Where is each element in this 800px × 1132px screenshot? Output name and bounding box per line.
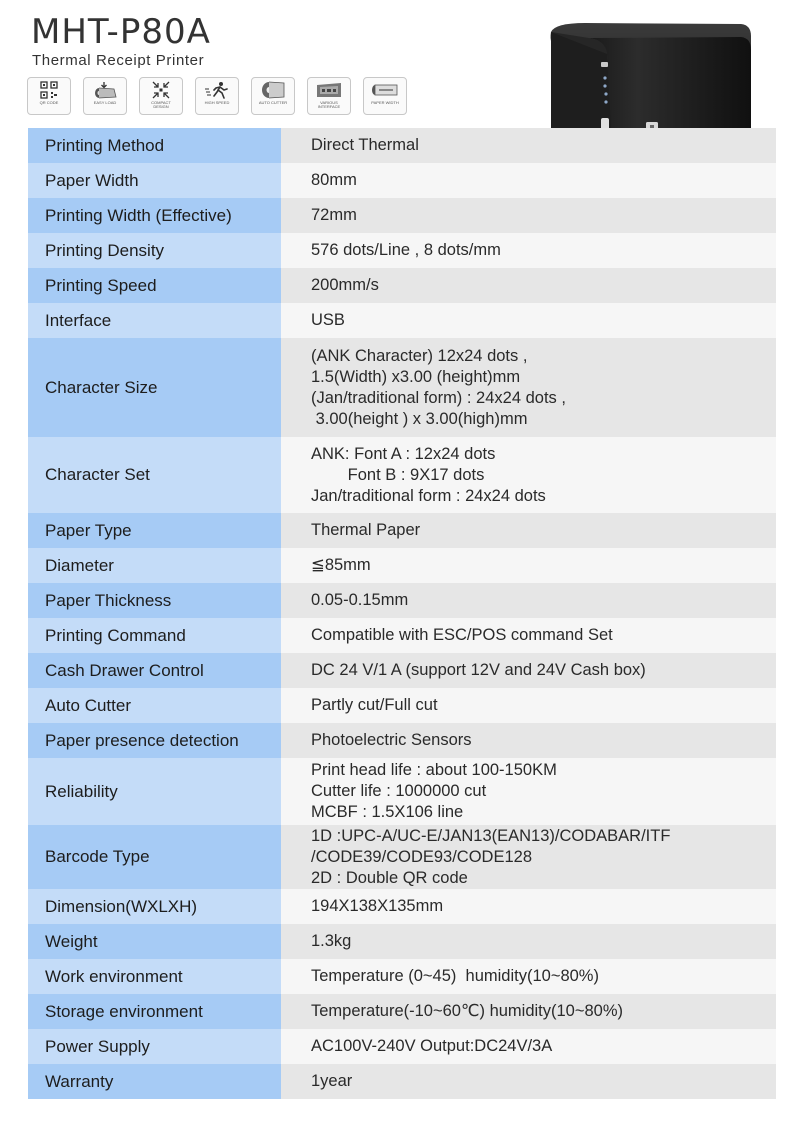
spec-value bbox=[281, 233, 776, 268]
spec-row bbox=[28, 653, 776, 688]
interface-icon bbox=[315, 81, 343, 99]
spec-value bbox=[281, 513, 776, 548]
spec-value bbox=[281, 889, 776, 924]
spec-row bbox=[28, 233, 776, 268]
spec-value-line: Photoelectric Sensors bbox=[311, 731, 472, 749]
spec-value-line: ≦85mm bbox=[311, 556, 371, 574]
spec-value-line: MCBF : 1.5X106 line bbox=[311, 803, 464, 821]
spec-value bbox=[281, 163, 776, 198]
spec-row bbox=[28, 1029, 776, 1064]
spec-label: Dimension(WXLXH) bbox=[28, 889, 281, 924]
spec-value bbox=[281, 959, 776, 994]
spec-label: Warranty bbox=[28, 1064, 281, 1099]
spec-value-line: Font B : 9X17 dots bbox=[311, 465, 485, 484]
spec-value bbox=[281, 723, 776, 758]
spec-row bbox=[28, 889, 776, 924]
feature-label: PAPER WIDTH bbox=[371, 100, 399, 105]
spec-value-line: /CODE39/CODE93/CODE128 bbox=[311, 847, 533, 866]
spec-value-line: Temperature(-10~60℃) humidity(10~80%) bbox=[311, 1002, 624, 1020]
spec-label: Work environment bbox=[28, 959, 281, 994]
spec-value bbox=[281, 437, 776, 513]
spec-row bbox=[28, 513, 776, 548]
spec-value-line: Temperature (0~45) humidity(10~80%) bbox=[311, 967, 599, 985]
spec-value-line: (Jan/traditional form) : 24x24 dots , bbox=[311, 388, 566, 407]
spec-row bbox=[28, 268, 776, 303]
spec-value bbox=[281, 688, 776, 723]
spec-label: Paper Width bbox=[28, 163, 281, 198]
spec-value-line: 576 dots/Line , 8 dots/mm bbox=[311, 241, 501, 259]
spec-value bbox=[281, 758, 776, 825]
spec-label: Printing Speed bbox=[28, 268, 281, 303]
spec-row bbox=[28, 1064, 776, 1099]
spec-value bbox=[281, 583, 776, 618]
spec-row bbox=[28, 758, 776, 825]
spec-label: Printing Method bbox=[28, 128, 281, 163]
spec-row bbox=[28, 163, 776, 198]
spec-row bbox=[28, 437, 776, 513]
spec-value-line: 1.3kg bbox=[311, 932, 352, 950]
spec-label: Barcode Type bbox=[28, 825, 281, 889]
spec-value-line: 3.00(height ) x 3.00(high)mm bbox=[311, 409, 528, 428]
spec-label: Paper presence detection bbox=[28, 723, 281, 758]
spec-value-line: 200mm/s bbox=[311, 276, 379, 294]
spec-row bbox=[28, 723, 776, 758]
spec-value-line: (ANK Character) 12x24 dots , bbox=[311, 346, 528, 365]
spec-value-line: Direct Thermal bbox=[311, 136, 419, 154]
spec-value bbox=[281, 1064, 776, 1099]
feature-label: AUTO CUTTER bbox=[258, 100, 288, 105]
feature-label: VARIOUS INTERFACE bbox=[317, 100, 341, 109]
spec-label: Reliability bbox=[28, 758, 281, 825]
feature-label: COMPACT DESIGN bbox=[151, 100, 171, 109]
spec-row bbox=[28, 583, 776, 618]
spec-row bbox=[28, 303, 776, 338]
spec-value-line: DC 24 V/1 A (support 12V and 24V Cash box) bbox=[311, 661, 646, 679]
spec-value-line: Jan/traditional form : 24x24 dots bbox=[311, 486, 546, 505]
spec-value-line: ANK: Font A : 12x24 dots bbox=[311, 444, 496, 463]
spec-row bbox=[28, 128, 776, 163]
feature-auto-cutter bbox=[251, 77, 295, 115]
spec-value-line: Partly cut/Full cut bbox=[311, 696, 438, 714]
spec-value-line: 1year bbox=[311, 1072, 353, 1090]
feature-label: HIGH SPEED bbox=[204, 100, 230, 105]
spec-value-line: 72mm bbox=[311, 206, 357, 224]
cutter-icon bbox=[260, 81, 286, 99]
feature-high-speed bbox=[195, 77, 239, 115]
spec-value-line: 194X138X135mm bbox=[311, 897, 444, 915]
spec-value bbox=[281, 1029, 776, 1064]
spec-value bbox=[281, 268, 776, 303]
spec-label: Weight bbox=[28, 924, 281, 959]
page-subtitle: Thermal Receipt Printer bbox=[32, 52, 205, 69]
spec-value bbox=[281, 198, 776, 233]
spec-value-line: 80mm bbox=[311, 171, 357, 189]
spec-value-line: Print head life : about 100-150KM bbox=[311, 761, 557, 779]
spec-value bbox=[281, 653, 776, 688]
spec-value-line: 1D :UPC-A/UC-E/JAN13(EAN13)/CODABAR/ITF bbox=[311, 826, 671, 845]
spec-value-line: Compatible with ESC/POS command Set bbox=[311, 626, 613, 644]
feature-icons-row bbox=[27, 77, 407, 117]
spec-label: Cash Drawer Control bbox=[28, 653, 281, 688]
spec-value bbox=[281, 825, 776, 889]
spec-row bbox=[28, 338, 776, 437]
feature-various-interface bbox=[307, 77, 351, 115]
spec-row bbox=[28, 198, 776, 233]
paper-roll-icon bbox=[92, 81, 118, 99]
spec-value bbox=[281, 548, 776, 583]
spec-value bbox=[281, 303, 776, 338]
spec-row bbox=[28, 618, 776, 653]
spec-label: Printing Width (Effective) bbox=[28, 198, 281, 233]
spec-label: Storage environment bbox=[28, 994, 281, 1029]
feature-label: QR CODE bbox=[39, 100, 59, 105]
spec-value-line: Cutter life : 1000000 cut bbox=[311, 782, 487, 800]
feature-label: EASY LOAD bbox=[93, 100, 117, 105]
spec-row bbox=[28, 994, 776, 1029]
spec-label: Printing Density bbox=[28, 233, 281, 268]
spec-label: Paper Type bbox=[28, 513, 281, 548]
spec-value-line: USB bbox=[311, 311, 345, 329]
feature-easy-load bbox=[83, 77, 127, 115]
spec-value bbox=[281, 618, 776, 653]
spec-value-line: AC100V-240V Output:DC24V/3A bbox=[311, 1037, 553, 1055]
spec-label: Character Set bbox=[28, 437, 281, 513]
spec-label: Auto Cutter bbox=[28, 688, 281, 723]
feature-qr-code bbox=[27, 77, 71, 115]
spec-value-line: Thermal Paper bbox=[311, 521, 421, 539]
spec-label: Diameter bbox=[28, 548, 281, 583]
spec-label: Power Supply bbox=[28, 1029, 281, 1064]
spec-row bbox=[28, 959, 776, 994]
spec-row bbox=[28, 688, 776, 723]
feature-compact-design bbox=[139, 77, 183, 115]
qr-code-icon bbox=[40, 81, 58, 99]
spec-value bbox=[281, 924, 776, 959]
spec-table bbox=[28, 128, 776, 1099]
spec-row bbox=[28, 825, 776, 889]
spec-row bbox=[28, 924, 776, 959]
running-icon bbox=[204, 81, 230, 99]
compact-icon bbox=[152, 81, 170, 99]
paper-width-icon bbox=[370, 81, 400, 99]
spec-row bbox=[28, 548, 776, 583]
page-title: MHT-P80A bbox=[31, 12, 211, 52]
spec-value-line: 2D : Double QR code bbox=[311, 868, 468, 887]
spec-value-line: 1.5(Width) x3.00 (height)mm bbox=[311, 367, 521, 386]
feature-paper-width bbox=[363, 77, 407, 115]
spec-label: Interface bbox=[28, 303, 281, 338]
spec-value bbox=[281, 128, 776, 163]
spec-value bbox=[281, 994, 776, 1029]
spec-label: Printing Command bbox=[28, 618, 281, 653]
spec-label: Paper Thickness bbox=[28, 583, 281, 618]
spec-value bbox=[281, 338, 776, 437]
spec-label: Character Size bbox=[28, 338, 281, 437]
spec-value-line: 0.05-0.15mm bbox=[311, 591, 409, 609]
